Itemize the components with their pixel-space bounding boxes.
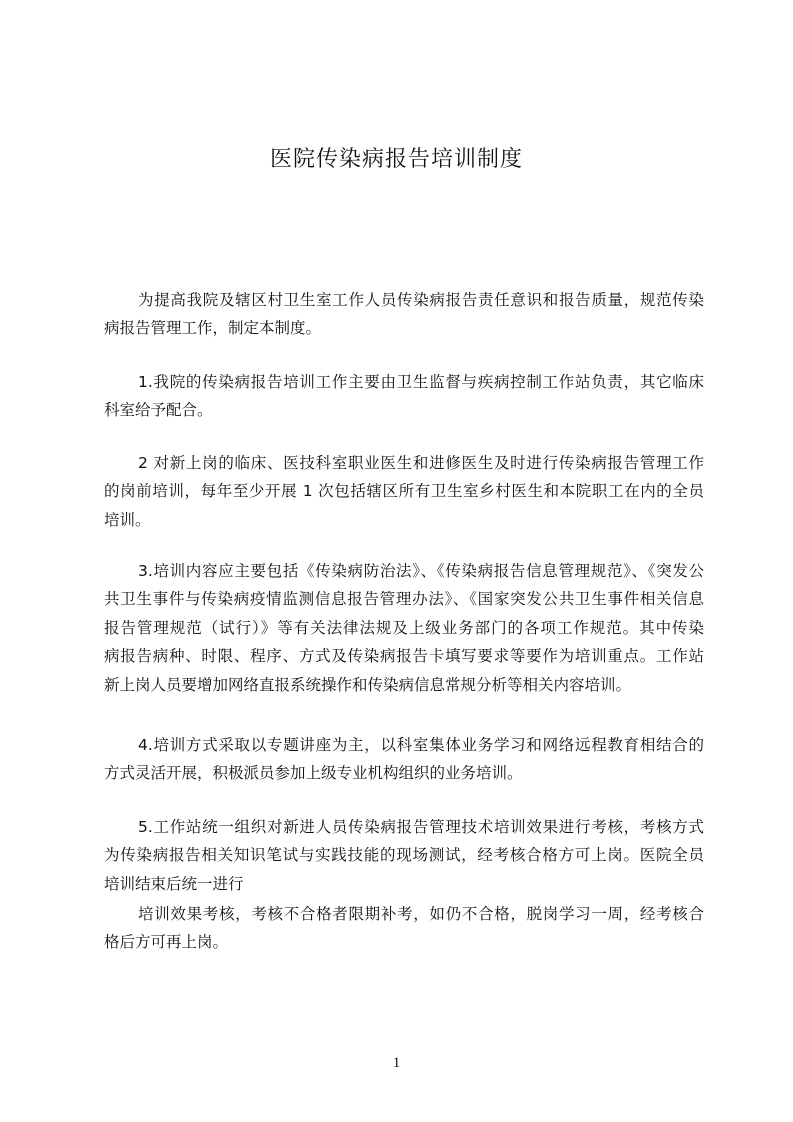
paragraph-line: 新上岗人员要增加网络直报系统操作和传染病信息常规分析等相关内容培训。 <box>104 675 632 694</box>
paragraph <box>104 449 704 534</box>
paragraph-line: 2 对新上岗的临床、医技科室职业医生和进修医生及时进行传染病报告管理工作 <box>138 454 704 472</box>
paragraph <box>104 557 704 699</box>
paragraph-line: 格后方可再上岗。 <box>104 933 229 952</box>
paragraph-line: 3.培训内容应主要包括《传染病防治法》、《传染病报告信息管理规范》、《突发公 <box>138 562 704 580</box>
paragraph-line: 培训结束后统一进行 <box>104 874 244 893</box>
paragraph-line: 共卫生事件与传染病疫情监测信息报告管理办法》、《国家突发公共卫生事件相关信息 <box>104 590 704 609</box>
paragraph <box>104 731 704 788</box>
paragraph-line: 4.培训方式采取以专题讲座为主，以科室集体业务学习和网络远程教育相结合的 <box>138 736 704 754</box>
paragraph-line: 为提高我院及辖区村卫生室工作人员传染病报告责任意识和报告质量，规范传染 <box>138 291 704 309</box>
paragraph <box>104 900 704 957</box>
paragraph-line: 1.我院的传染病报告培训工作主要由卫生监督与疾病控制工作站负责，其它临床 <box>138 373 704 391</box>
paragraph-line: 培训效果考核，考核不合格者限期补考，如仍不合格，脱岗学习一周，经考核合 <box>138 905 704 923</box>
paragraph-line: 培训。 <box>104 510 151 529</box>
paragraph-line: 病报告管理工作，制定本制度。 <box>104 319 322 338</box>
paragraph-line: 5.工作站统一组织对新进人员传染病报告管理技术培训效果进行考核，考核方式 <box>138 818 704 836</box>
paragraph-line: 方式灵活开展，积极派员参加上级专业机构组织的业务培训。 <box>104 764 523 783</box>
paragraph <box>104 368 704 425</box>
paragraph-line: 为传染病报告相关知识笔试与实践技能的现场测试，经考核合格方可上岗。医院全员 <box>104 846 704 865</box>
paragraph-line: 报告管理规范（试行）》等有关法律法规及上级业务部门的各项工作规范。其中传染 <box>104 618 704 637</box>
paragraph-line: 病报告病种、时限、程序、方式及传染病报告卡填写要求等要作为培训重点。工作站 <box>104 647 704 666</box>
paragraph-line: 科室给予配合。 <box>104 401 213 420</box>
paragraph <box>104 286 704 343</box>
paragraph <box>104 813 704 898</box>
paragraph-line: 的岗前培训，每年至少开展 1 次包括辖区所有卫生室乡村医生和本院职工在内的全员 <box>104 482 704 501</box>
page-number: 1 <box>392 1055 401 1071</box>
document-title: 医院传染病报告培训制度 <box>269 147 523 172</box>
